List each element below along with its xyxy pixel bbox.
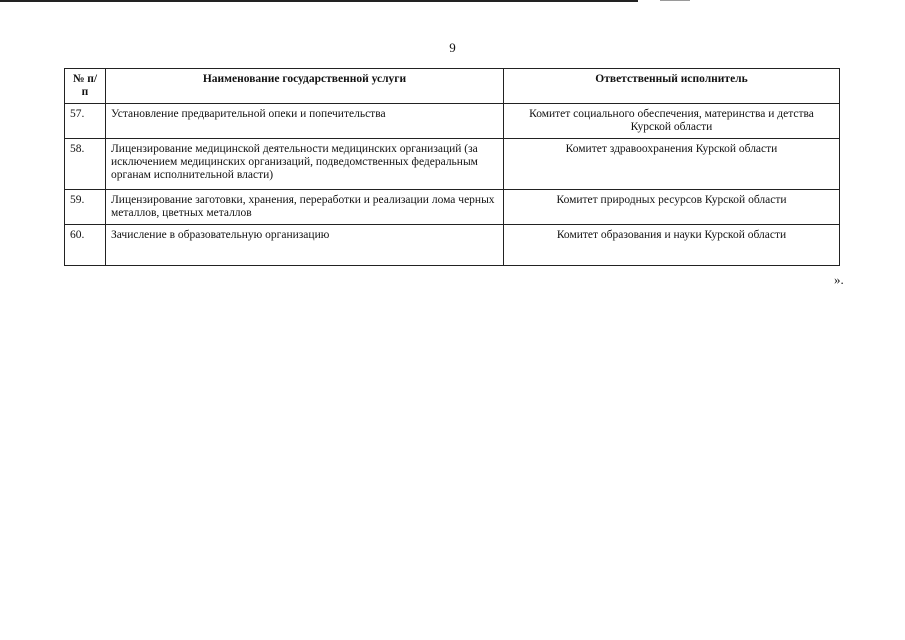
- header-executor: Ответственный исполнитель: [504, 69, 840, 104]
- service-name: Зачисление в образовательную организацию: [106, 225, 504, 266]
- top-border-line: [0, 0, 638, 2]
- page-number: 9: [449, 40, 456, 55]
- service-name: Установление предварительной опеки и попечительства: [106, 104, 504, 139]
- executor-name: Комитет образования и науки Курской области: [504, 225, 840, 266]
- table-row: [65, 225, 840, 266]
- row-number: 60.: [65, 225, 106, 266]
- services-table: [64, 68, 840, 266]
- top-edge-mark: [660, 0, 690, 1]
- table-header-row: [65, 69, 840, 104]
- service-name: Лицензирование заготовки, хранения, переработки и реализации лома черных металлов, цветных металлов: [106, 190, 504, 225]
- executor-name: Комитет социального обеспечения, материнства и детства Курской области: [504, 104, 840, 139]
- row-number: 58.: [65, 139, 106, 190]
- executor-name: Комитет здравоохранения Курской области: [504, 139, 840, 190]
- table-row: [65, 104, 840, 139]
- header-service-name: Наименование государственной услуги: [106, 69, 504, 104]
- row-number: 57.: [65, 104, 106, 139]
- table-row: [65, 139, 840, 190]
- service-name: Лицензирование медицинской деятельности медицинских организаций (за исключением медицинских организаций, подведомственных федеральным органам исполнительной власти): [106, 139, 504, 190]
- table-row: [65, 190, 840, 225]
- header-number: № п/п: [65, 69, 106, 104]
- closing-quote-mark: ».: [834, 272, 844, 287]
- row-number: 59.: [65, 190, 106, 225]
- executor-name: Комитет природных ресурсов Курской области: [504, 190, 840, 225]
